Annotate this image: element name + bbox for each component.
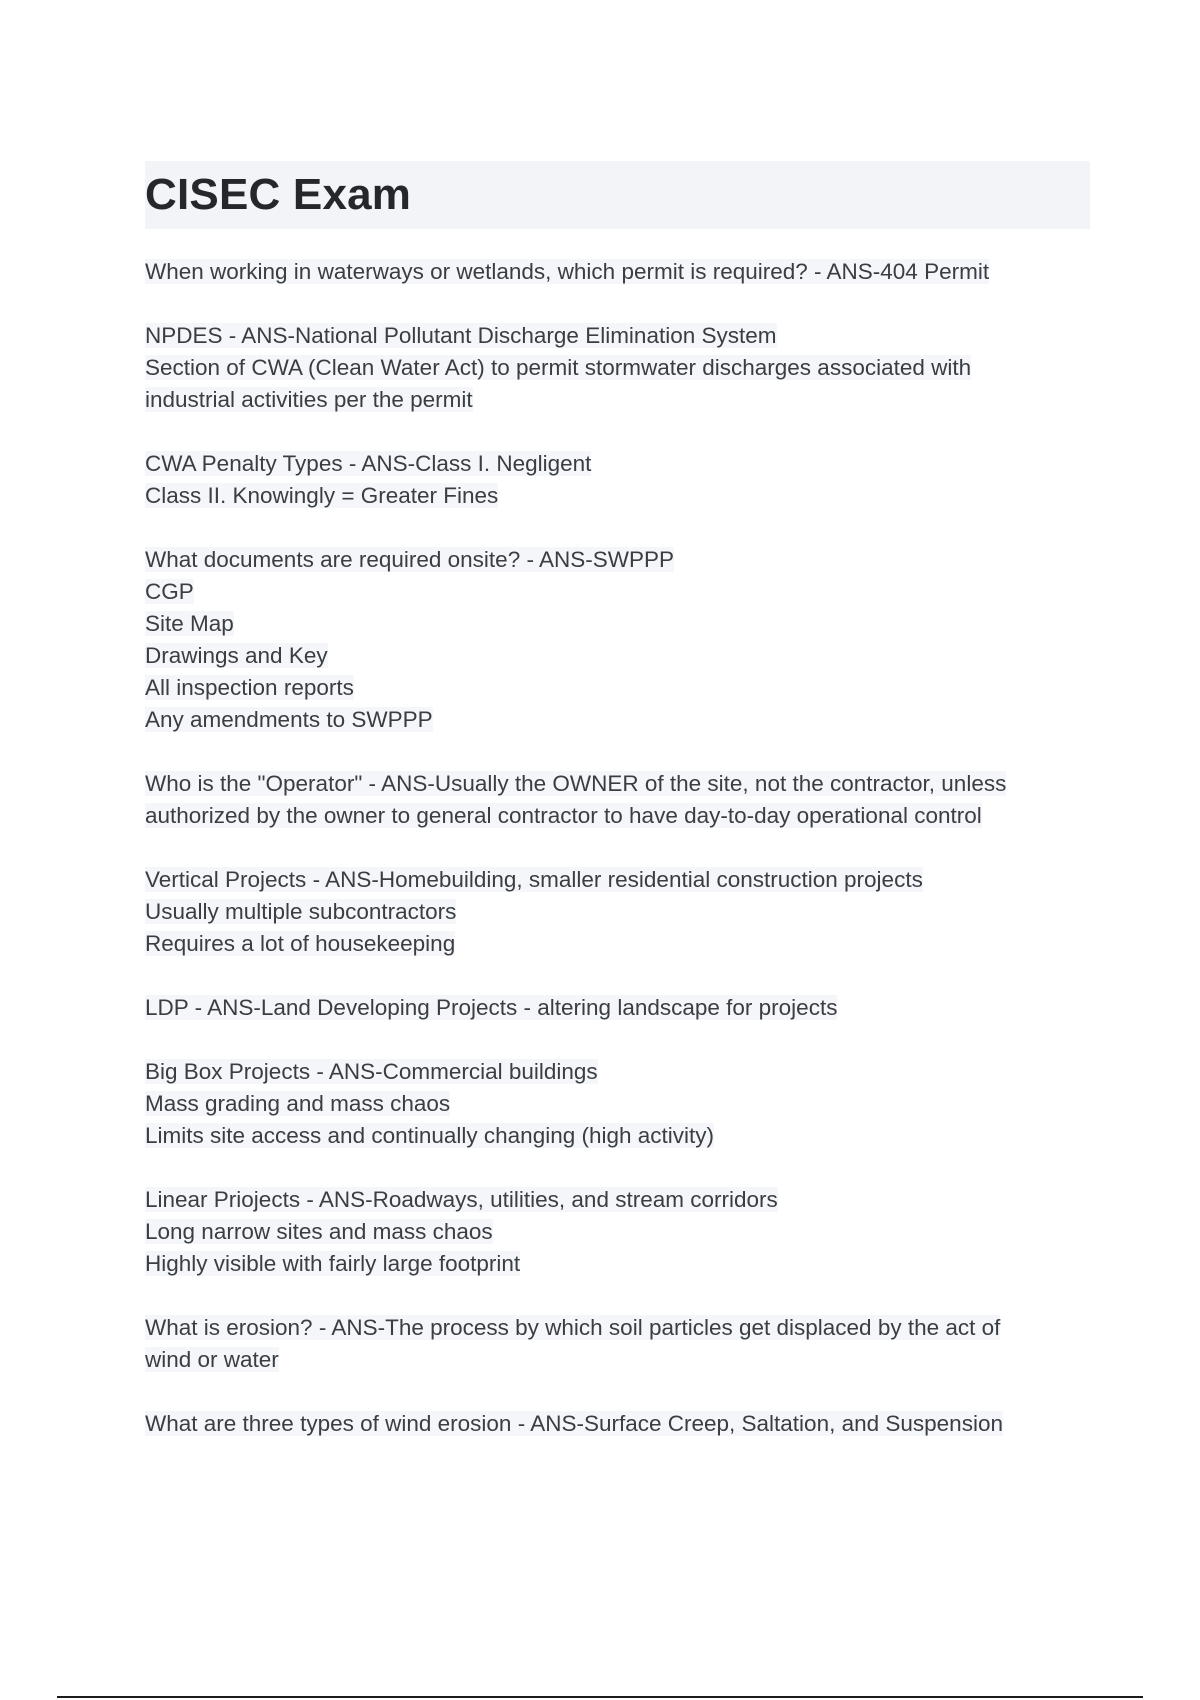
qa-item [145,320,1090,416]
qa-line: What are three types of wind erosion - ANS-Surface Creep, Saltation, and Suspension [145,1411,1003,1436]
qa-line: CGP [145,579,194,604]
qa-line: Long narrow sites and mass chaos [145,1219,493,1244]
qa-line: Any amendments to SWPPP [145,707,433,732]
qa-line: Section of CWA (Clean Water Act) to permit stormwater discharges associated with [145,355,972,380]
qa-item [145,448,1090,512]
qa-line: authorized by the owner to general contractor to have day-to-day operational control [145,803,982,828]
qa-item [145,1408,1090,1440]
qa-line: CWA Penalty Types - ANS-Class I. Negligent [145,451,592,476]
qa-line: Class II. Knowingly = Greater Fines [145,483,499,508]
qa-line: Site Map [145,611,234,636]
qa-item [145,1184,1090,1280]
title-banner [145,161,1090,229]
qa-line: Vertical Projects - ANS-Homebuilding, smaller residential construction projects [145,867,923,892]
qa-line: NPDES - ANS-National Pollutant Discharge Elimination System [145,323,777,348]
qa-line: wind or water [145,1347,279,1372]
qa-line: When working in waterways or wetlands, which permit is required? - ANS-404 Permit [145,259,990,284]
qa-item [145,768,1090,832]
qa-line: Who is the "Operator" - ANS-Usually the OWNER of the site, not the contractor, unless [145,771,1007,796]
qa-item [145,1312,1090,1376]
qa-line: Highly visible with fairly large footprint [145,1251,521,1276]
qa-line: Usually multiple subcontractors [145,899,457,924]
qa-line: Linear Priojects - ANS-Roadways, utilities, and stream corridors [145,1187,778,1212]
qa-item [145,992,1090,1024]
qa-line: Limits site access and continually changing (high activity) [145,1123,715,1148]
qa-line: Requires a lot of housekeeping [145,931,456,956]
qa-line: All inspection reports [145,675,354,700]
qa-line: LDP - ANS-Land Developing Projects - altering landscape for projects [145,995,838,1020]
qa-line: Drawings and Key [145,643,328,668]
qa-list [145,256,1090,1472]
qa-line: What is erosion? - ANS-The process by which soil particles get displaced by the act of [145,1315,1001,1340]
page-title: CISEC Exam [145,170,412,219]
qa-line: industrial activities per the permit [145,387,473,412]
qa-item [145,864,1090,960]
footer-divider [57,1696,1143,1698]
qa-line: Mass grading and mass chaos [145,1091,451,1116]
qa-item [145,1056,1090,1152]
qa-line: What documents are required onsite? - ANS-SWPPP [145,547,674,572]
qa-item [145,256,1090,288]
qa-line: Big Box Projects - ANS-Commercial buildings [145,1059,598,1084]
qa-item [145,544,1090,736]
